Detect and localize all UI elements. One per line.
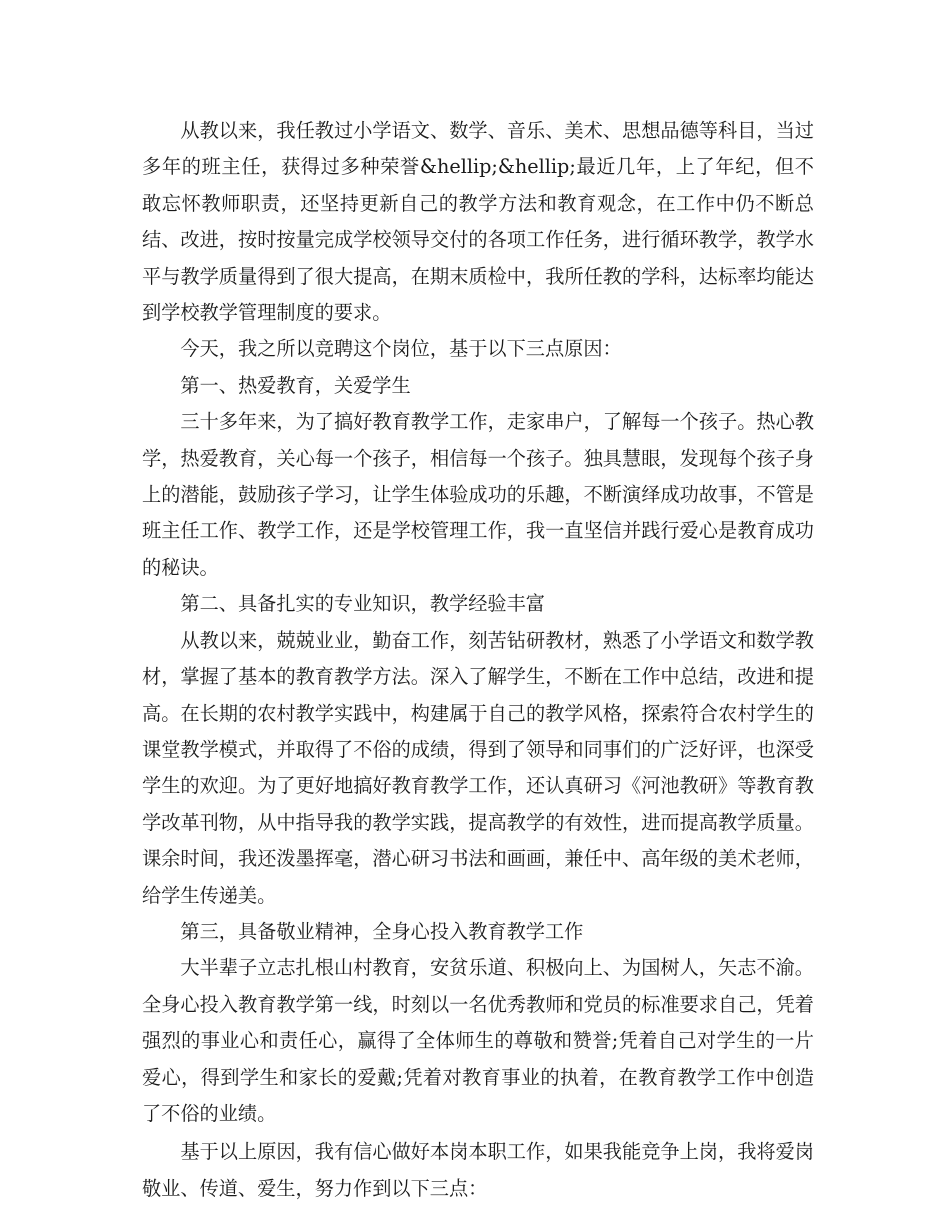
section-heading-second: 第二、具备扎实的专业知识，教学经验丰富 [180,592,545,616]
paragraph-love-of-education: 三十多年来，为了搞好教育教学工作，走家串户，了解每一个孩子。热心教学，热爱教育，关心每一个孩子，相信每一个孩子。独具慧眼，发现每个孩子身上的潜能，鼓励孩子学习，让学生体验成功的乐趣，不断演绎成功故事，不管是班主任工作、教学工作，还是学校管理工作，我一直坚信并践行爱心是教育成功的秘诀。 [142,410,814,579]
document-body [142,113,814,1207]
paragraph-conclusion: 基于以上原因，我有信心做好本岗本职工作，如果我能竞争上岗，我将爱岗敬业、传道、爱生，努力作到以下三点： [142,1140,814,1200]
paragraph-professional-knowledge: 从教以来，兢兢业业，勤奋工作，刻苦钻研教材，熟悉了小学语文和数学教材，掌握了基本的教育教学方法。深入了解学生，不断在工作中总结，改进和提高。在长期的农村教学实践中，构建属于自己的教学风格，探索符合农村学生的课堂教学模式，并取得了不俗的成绩，得到了领导和同事们的广泛好评，也深受学生的欢迎。为了更好地搞好教育教学工作，还认真研习《河池教研》等教育教学改革刊物，从中指导我的教学实践，提高教学的有效性，进而提高教学质量。课余时间，我还泼墨挥毫，潜心研习书法和画画，兼任中、高年级的美术老师，给学生传递美。 [142,628,814,907]
paragraph-teaching-history: 从教以来，我任教过小学语文、数学、音乐、美术、思想品德等科目，当过多年的班主任，获得过多种荣誉&hellip;&hellip;最近几年，上了年纪，但不敢忘怀教师职责，还坚持更新自己的教学方法和教育观念，在工作中仍不断总结、改进，按时按量完成学校领导交付的各项工作任务，进行循环教学，教学水平与教学质量得到了很大提高，在期末质检中，我所任教的学科，达标率均能达到学校教学管理制度的要求。 [142,119,814,325]
paragraph-reasons-intro: 今天，我之所以竞聘这个岗位，基于以下三点原因： [180,337,622,361]
section-heading-first: 第一、热爱教育，关爱学生 [180,373,411,397]
section-heading-third: 第三，具备敬业精神，全身心投入教育教学工作 [180,919,584,943]
paragraph-dedication: 大半辈子立志扎根山村教育，安贫乐道、积极向上、为国树人，矢志不渝。全身心投入教育教学第一线，时刻以一名优秀教师和党员的标准要求自己，凭着强烈的事业心和责任心，赢得了全体师生的尊敬和赞誉;凭着自己对学生的一片爱心，得到学生和家长的爱戴;凭着对教育事业的执着，在教育教学工作中创造了不俗的业绩。 [142,956,814,1125]
